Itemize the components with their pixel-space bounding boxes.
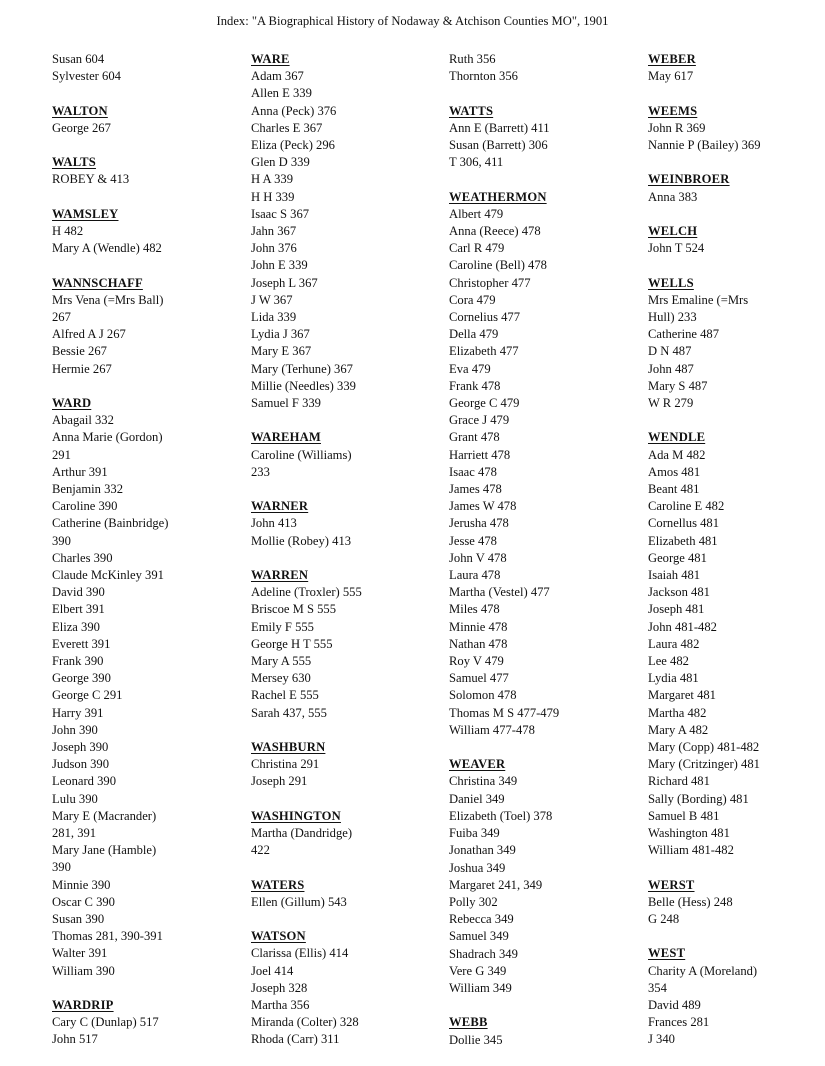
index-entry: Anna 383 — [648, 189, 698, 204]
index-entry: Christina 291 — [251, 757, 320, 772]
section-spacer — [251, 859, 441, 876]
index-entry: John V 478 — [449, 550, 507, 565]
index-entry: Thomas 281, 390-391 — [52, 929, 163, 944]
index-entry: Clarissa (Ellis) 414 — [251, 946, 349, 961]
index-column-2 — [251, 51, 441, 1049]
index-entry: Isaac 478 — [449, 464, 497, 479]
index-entry: Rachel E 555 — [251, 688, 319, 703]
index-entry: Minnie 478 — [449, 619, 508, 634]
index-entry: John E 339 — [251, 258, 308, 273]
index-entry: Elizabeth 481 — [648, 533, 718, 548]
index-entry: Lulu 390 — [52, 791, 98, 806]
index-entry: John R 369 — [648, 120, 706, 135]
index-entry: Anna Marie (Gordon) — [52, 430, 163, 445]
index-entry: Thomas M S 477-479 — [449, 705, 560, 720]
index-entry: George C 479 — [449, 396, 520, 411]
index-entry: Harry 391 — [52, 705, 104, 720]
section-spacer — [648, 859, 820, 876]
index-entry: George 267 — [52, 120, 111, 135]
index-entry: William 477-478 — [449, 722, 535, 737]
index-entry: Mollie (Robey) 413 — [251, 533, 352, 548]
index-entry: W R 279 — [648, 396, 694, 410]
index-entry: Joseph 481 — [648, 602, 705, 617]
index-entry: Joel 414 — [251, 963, 294, 978]
index-entry: Ellen (Gillum) 543 — [251, 894, 347, 909]
section-spacer — [251, 550, 441, 567]
index-entry: Minnie 390 — [52, 877, 111, 892]
index-entry: Cornellus 481 — [648, 516, 720, 531]
index-entry: Margaret 241, 349 — [449, 877, 543, 892]
index-entry: Rebecca 349 — [449, 912, 514, 927]
index-entry: 291 — [52, 447, 71, 462]
index-entry: Joseph L 367 — [251, 275, 318, 290]
index-entry: Hull) 233 — [648, 309, 697, 324]
index-entry: Roy V 479 — [449, 654, 504, 669]
index-entry: Benjamin 332 — [52, 482, 124, 496]
index-entry: Mary E 367 — [251, 344, 312, 359]
surname-heading: WARNER — [251, 499, 309, 514]
index-entry: Mary (Copp) 481-482 — [648, 740, 760, 755]
index-entry: J 340 — [648, 1032, 675, 1047]
surname-heading: WALTS — [52, 155, 96, 170]
index-entry: Caroline 390 — [52, 499, 118, 514]
index-entry: Mary E (Macrander) — [52, 808, 157, 823]
index-entry: George C 291 — [52, 688, 123, 703]
index-entry: Rhoda (Carr) 311 — [251, 1032, 340, 1047]
index-entry: Daniel 349 — [449, 791, 505, 806]
section-spacer — [251, 481, 441, 498]
section-spacer — [648, 412, 820, 429]
index-entry: Everett 391 — [52, 636, 111, 651]
index-entry: Dollie 345 — [449, 1032, 503, 1047]
section-spacer — [648, 154, 820, 171]
index-entry: 267 — [52, 309, 71, 324]
surname-heading: WATTS — [449, 103, 494, 118]
index-entry: Nathan 478 — [449, 636, 508, 651]
section-spacer — [648, 257, 820, 274]
index-entry: Miranda (Colter) 328 — [251, 1015, 359, 1030]
surname-heading: WASHBURN — [251, 740, 326, 755]
index-entry: John 390 — [52, 722, 98, 737]
index-entry: William 390 — [52, 963, 115, 978]
index-entry: Samuel 349 — [449, 929, 509, 944]
index-entry: Grace J 479 — [449, 413, 510, 428]
index-entry: Mary A 555 — [251, 654, 312, 669]
index-entry: Vere G 349 — [449, 963, 507, 978]
index-entry: Mary A (Wendle) 482 — [52, 241, 162, 256]
index-entry: Albert 479 — [449, 206, 504, 221]
surname-heading: WENDLE — [648, 430, 706, 445]
index-entry: Eliza (Peck) 296 — [251, 138, 335, 153]
page-title: Index: "A Biographical History of Nodaway & Atchison Counties MO", 1901 — [216, 14, 609, 28]
index-entry: Mersey 630 — [251, 671, 311, 686]
index-entry: Joseph 390 — [52, 740, 109, 755]
index-entry: Leonard 390 — [52, 774, 116, 789]
index-entry: Mrs Vena (=Mrs Ball) — [52, 292, 164, 307]
index-entry: Catherine (Bainbridge) — [52, 516, 169, 531]
index-entry: Ada M 482 — [648, 447, 706, 462]
index-entry: Fuiba 349 — [449, 826, 500, 841]
index-entry: Cora 479 — [449, 292, 496, 307]
index-entry: William 349 — [449, 980, 512, 995]
index-entry: G 248 — [648, 912, 680, 927]
index-entry: Susan 604 — [52, 52, 105, 66]
section-spacer — [449, 85, 639, 102]
section-spacer — [648, 85, 820, 102]
index-entry: Mary S 487 — [648, 378, 708, 393]
section-spacer — [52, 257, 242, 274]
index-column-4 — [648, 51, 820, 1049]
section-spacer — [648, 206, 820, 223]
index-entry: Adam 367 — [251, 69, 304, 84]
index-entry: Eliza 390 — [52, 619, 100, 634]
section-spacer — [251, 412, 441, 429]
index-entry: Shadrach 349 — [449, 946, 518, 961]
index-entry: Walter 391 — [52, 946, 108, 961]
index-entry: Thornton 356 — [449, 69, 518, 84]
index-entry: Beant 481 — [648, 482, 700, 496]
index-entry: Mary A 482 — [648, 722, 709, 737]
index-entry: Della 479 — [449, 327, 499, 342]
index-entry: Caroline (Bell) 478 — [449, 258, 547, 273]
index-entry: Christopher 477 — [449, 275, 531, 290]
surname-heading: WAREHAM — [251, 430, 321, 445]
section-spacer — [449, 739, 639, 756]
index-entry: Harriett 478 — [449, 447, 511, 462]
surname-heading: WATSON — [251, 929, 306, 944]
index-entry: Sarah 437, 555 — [251, 705, 327, 720]
index-entry: Martha (Dandridge) — [251, 826, 353, 841]
index-entry: Isaiah 481 — [648, 568, 701, 583]
index-entry: Catherine 487 — [648, 327, 719, 342]
index-entry: John T 524 — [648, 241, 705, 256]
surname-heading: WALTON — [52, 103, 108, 118]
index-entry: 233 — [251, 464, 270, 479]
index-entry: Glen D 339 — [251, 155, 310, 170]
section-spacer — [449, 171, 639, 188]
index-entry: Claude McKinley 391 — [52, 568, 164, 583]
index-entry: Jonathan 349 — [449, 843, 516, 858]
index-entry: Elbert 391 — [52, 602, 105, 617]
index-entry: Joshua 349 — [449, 860, 506, 875]
index-entry: Charity A (Moreland) — [648, 963, 758, 978]
index-entry: Frank 478 — [449, 378, 501, 393]
surname-heading: WEST — [648, 946, 686, 961]
surname-heading: WARD — [52, 395, 92, 410]
index-entry: 354 — [648, 980, 667, 995]
index-entry: Laura 482 — [648, 636, 700, 651]
index-entry: Hermie 267 — [52, 361, 112, 376]
surname-heading: WERST — [648, 877, 695, 892]
section-spacer — [251, 911, 441, 928]
index-entry: 390 — [52, 860, 71, 875]
index-entry: Samuel B 481 — [648, 808, 720, 823]
index-entry: Caroline (Williams) — [251, 447, 352, 462]
index-entry: Carl R 479 — [449, 241, 505, 256]
index-entry: Polly 302 — [449, 894, 498, 909]
index-entry: John 517 — [52, 1032, 98, 1047]
index-entry: James W 478 — [449, 499, 517, 514]
index-entry: Richard 481 — [648, 774, 710, 789]
index-entry: Millie (Needles) 339 — [251, 378, 356, 393]
section-spacer — [52, 137, 242, 154]
index-entry: James 478 — [449, 482, 502, 497]
index-entry: Jerusha 478 — [449, 516, 509, 531]
index-entry: Joseph 328 — [251, 980, 308, 995]
index-entry: Lee 482 — [648, 654, 689, 669]
index-entry: Cary C (Dunlap) 517 — [52, 1015, 159, 1030]
index-entry: Ann E (Barrett) 411 — [449, 120, 550, 135]
index-entry: Eva 479 — [449, 361, 491, 376]
index-entry: Martha 482 — [648, 705, 707, 720]
index-entry: Cornelius 477 — [449, 310, 521, 325]
surname-heading: WEATHERMON — [449, 189, 547, 204]
index-entry: Jackson 481 — [648, 585, 710, 600]
index-entry: 422 — [251, 843, 270, 858]
section-spacer — [52, 378, 242, 395]
index-entry: Christina 349 — [449, 774, 518, 789]
index-entry: 281, 391 — [52, 826, 97, 841]
index-entry: H 482 — [52, 223, 84, 238]
index-entry: Martha 356 — [251, 998, 310, 1013]
index-entry: Abagail 332 — [52, 413, 114, 428]
section-spacer — [251, 791, 441, 808]
index-entry: Anna (Peck) 376 — [251, 103, 337, 118]
index-entry: Grant 478 — [449, 430, 500, 445]
index-entry: John 413 — [251, 516, 297, 531]
surname-heading: WEBER — [648, 52, 696, 66]
surname-heading: WEEMS — [648, 103, 698, 118]
index-entry: J W 367 — [251, 292, 293, 307]
section-spacer — [449, 997, 639, 1014]
index-entry: Bessie 267 — [52, 344, 107, 359]
index-entry: Susan (Barrett) 306 — [449, 138, 548, 152]
index-entry: Samuel F 339 — [251, 396, 321, 411]
index-entry: Arthur 391 — [52, 464, 108, 479]
section-spacer — [648, 928, 820, 945]
index-entry: Charles E 367 — [251, 120, 323, 135]
index-entry: John 487 — [648, 361, 694, 376]
index-entry: Washington 481 — [648, 826, 730, 841]
index-entry: Mrs Emaline (=Mrs — [648, 292, 749, 307]
surname-heading: WEINBROER — [648, 172, 730, 187]
index-entry: Solomon 478 — [449, 688, 517, 703]
index-entry: Charles 390 — [52, 550, 113, 565]
surname-heading: WASHINGTON — [251, 808, 341, 823]
surname-heading: WELLS — [648, 275, 694, 290]
index-entry: John 376 — [251, 241, 297, 256]
index-entry: Adeline (Troxler) 555 — [251, 585, 362, 600]
index-entry: Frances 281 — [648, 1015, 710, 1030]
index-entry: Susan 390 — [52, 912, 105, 927]
index-entry: Martha (Vestel) 477 — [449, 585, 550, 600]
section-spacer — [52, 980, 242, 997]
index-entry: David 489 — [648, 998, 701, 1013]
section-spacer — [251, 722, 441, 739]
index-entry: Alfred A J 267 — [52, 327, 126, 342]
index-entry: George H T 555 — [251, 636, 333, 651]
surname-heading: WEBB — [449, 1015, 488, 1030]
index-entry: Caroline E 482 — [648, 499, 725, 514]
index-entry: Anna (Reece) 478 — [449, 224, 541, 238]
index-entry: Sally (Bording) 481 — [648, 791, 749, 806]
index-entry: 390 — [52, 533, 71, 548]
index-entry: Nannie P (Bailey) 369 — [648, 138, 761, 152]
index-entry: Joseph 291 — [251, 774, 308, 789]
surname-heading: WANNSCHAFF — [52, 275, 143, 290]
index-entry: William 481-482 — [648, 843, 734, 858]
index-entry: Ruth 356 — [449, 52, 496, 66]
index-entry: Allen E 339 — [251, 86, 312, 101]
index-entry: Miles 478 — [449, 602, 500, 617]
index-entry: Mary (Terhune) 367 — [251, 361, 353, 376]
index-entry: Mary (Critzinger) 481 — [648, 757, 760, 772]
index-entry: Laura 478 — [449, 568, 501, 583]
index-entry: Mary Jane (Hamble) — [52, 843, 157, 858]
index-entry: D N 487 — [648, 344, 692, 359]
surname-heading: WARREN — [251, 568, 309, 583]
section-spacer — [52, 85, 242, 102]
index-column-1 — [52, 51, 242, 1049]
index-entry: George 481 — [648, 550, 707, 565]
index-entry: T 306, 411 — [449, 155, 504, 170]
index-entry: Judson 390 — [52, 757, 110, 772]
index-entry: Belle (Hess) 248 — [648, 894, 733, 909]
index-column-3 — [449, 51, 639, 1049]
index-entry: ROBEY & 413 — [52, 172, 130, 187]
index-entry: May 617 — [648, 69, 694, 84]
index-entry: H H 339 — [251, 189, 295, 204]
index-entry: Elizabeth 477 — [449, 344, 519, 359]
index-entry: Jesse 478 — [449, 533, 497, 548]
index-entry: Elizabeth (Toel) 378 — [449, 808, 553, 823]
index-entry: Oscar C 390 — [52, 894, 115, 909]
index-entry: Lydia J 367 — [251, 327, 310, 342]
index-entry: Lydia 481 — [648, 671, 699, 686]
surname-heading: WARE — [251, 52, 290, 66]
index-entry: H A 339 — [251, 172, 293, 187]
section-spacer — [52, 189, 242, 206]
index-entry: Jahn 367 — [251, 224, 297, 239]
surname-heading: WARDRIP — [52, 998, 114, 1013]
index-entry: Amos 481 — [648, 464, 701, 479]
index-entry: George 390 — [52, 671, 111, 686]
surname-heading: WELCH — [648, 223, 698, 238]
index-entry: John 481-482 — [648, 619, 717, 634]
index-entry: David 390 — [52, 585, 105, 600]
surname-heading: WAMSLEY — [52, 206, 119, 221]
index-entry: Sylvester 604 — [52, 69, 121, 84]
index-entry: Briscoe M S 555 — [251, 602, 337, 617]
surname-heading: WEAVER — [449, 757, 506, 772]
surname-heading: WATERS — [251, 877, 305, 892]
index-entry: Isaac S 367 — [251, 206, 310, 221]
index-entry: Lida 339 — [251, 310, 297, 325]
index-entry: Frank 390 — [52, 654, 104, 669]
index-entry: Samuel 477 — [449, 671, 509, 686]
index-entry: Margaret 481 — [648, 688, 716, 703]
index-entry: Emily F 555 — [251, 619, 314, 634]
